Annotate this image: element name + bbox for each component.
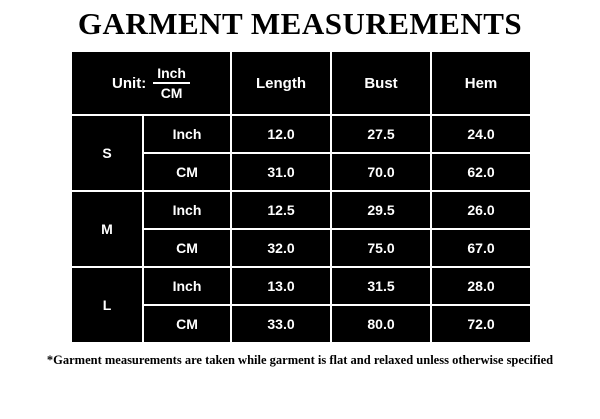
cell-m-inch-hem: 26.0 bbox=[431, 191, 531, 229]
table-row bbox=[71, 191, 531, 229]
cell-s-inch-hem: 24.0 bbox=[431, 115, 531, 153]
cell-m-cm-length: 32.0 bbox=[231, 229, 331, 267]
unit-cm-label: CM bbox=[160, 85, 183, 101]
cell-m-cm-hem: 67.0 bbox=[431, 229, 531, 267]
column-header-hem: Hem bbox=[431, 51, 531, 115]
size-label-m: M bbox=[71, 191, 143, 267]
size-label-s: S bbox=[71, 115, 143, 191]
table-row bbox=[71, 115, 531, 153]
column-header-length: Length bbox=[231, 51, 331, 115]
page-title: GARMENT MEASUREMENTS bbox=[77, 6, 523, 41]
cell-m-inch-length: 12.5 bbox=[231, 191, 331, 229]
cell-s-inch-bust: 27.5 bbox=[331, 115, 431, 153]
cell-s-inch-length: 12.0 bbox=[231, 115, 331, 153]
cell-l-inch-hem: 28.0 bbox=[431, 267, 531, 305]
row-unit-l-cm: CM bbox=[143, 305, 231, 343]
table-header-row bbox=[71, 51, 531, 115]
table-row bbox=[71, 267, 531, 305]
unit-inch-label: Inch bbox=[153, 65, 190, 84]
cell-m-inch-bust: 29.5 bbox=[331, 191, 431, 229]
cell-s-cm-length: 31.0 bbox=[231, 153, 331, 191]
column-header-bust: Bust bbox=[331, 51, 431, 115]
cell-l-inch-length: 13.0 bbox=[231, 267, 331, 305]
footnote-text: *Garment measurements are taken while garment is flat and relaxed unless otherwise specified bbox=[46, 353, 554, 367]
cell-m-cm-bust: 75.0 bbox=[331, 229, 431, 267]
cell-l-cm-bust: 80.0 bbox=[331, 305, 431, 343]
row-unit-m-cm: CM bbox=[143, 229, 231, 267]
row-unit-s-cm: CM bbox=[143, 153, 231, 191]
cell-l-cm-hem: 72.0 bbox=[431, 305, 531, 343]
size-label-l: L bbox=[71, 267, 143, 343]
row-unit-m-inch: Inch bbox=[143, 191, 231, 229]
unit-label: Unit: bbox=[112, 74, 147, 92]
row-unit-l-inch: Inch bbox=[143, 267, 231, 305]
cell-l-cm-length: 33.0 bbox=[231, 305, 331, 343]
row-unit-s-inch: Inch bbox=[143, 115, 231, 153]
unit-header-cell bbox=[71, 51, 231, 115]
cell-s-cm-bust: 70.0 bbox=[331, 153, 431, 191]
cell-s-cm-hem: 62.0 bbox=[431, 153, 531, 191]
measurement-table-wrapper bbox=[70, 50, 530, 344]
measurement-table bbox=[70, 50, 532, 344]
cell-l-inch-bust: 31.5 bbox=[331, 267, 431, 305]
